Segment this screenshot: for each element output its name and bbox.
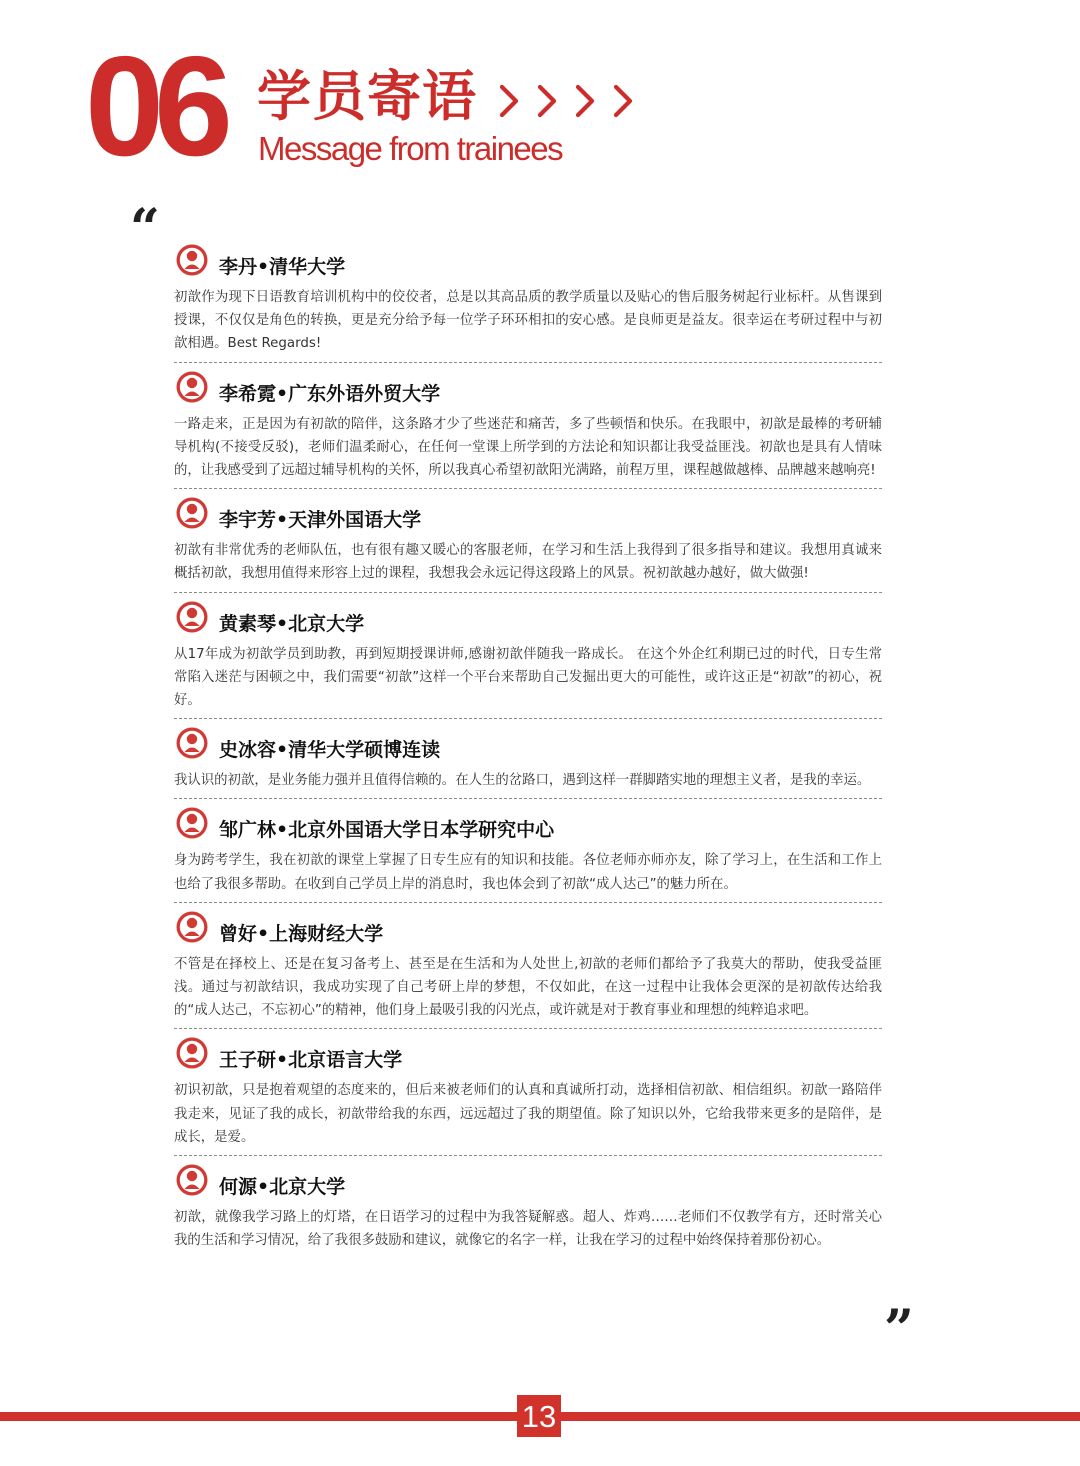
student-name: 史冰容•清华大学硕博连读 [219, 739, 441, 762]
testimonial-item [174, 807, 882, 902]
student-avatar-icon [176, 911, 208, 943]
testimonial-item [174, 1164, 882, 1258]
student-avatar-icon [176, 244, 208, 276]
page-header [85, 27, 705, 188]
student-name: 邹广林•北京外国语大学日本学研究中心 [219, 819, 555, 842]
student-name: 李宇芳•天津外国语大学 [219, 509, 422, 532]
testimonial-text: 从17年成为初歆学员到助教，再到短期授课讲师,感谢初歆伴随我一路成长。 在这个外企红利期已过的时代，日专生常常陷入迷茫与困顿之中，我们需要“初歆”这样一个平台来帮助自己发掘出更大的可能性，或许这正是“初歆”的初心，祝好。 [174, 646, 882, 709]
testimonial-item [174, 244, 882, 363]
testimonial-text: 一路走来，正是因为有初歆的陪伴，这条路才少了些迷茫和痛苦，多了些顿悟和快乐。在我眼中，初歆是最棒的考研辅导机构(不接受反驳)，老师们温柔耐心，在任何一堂课上所学到的方法论和知识都让我受益匪浅。初歆也是具有人情味的，让我感受到了远超过辅导机构的关怀，所以我真心希望初歆阳光满路，前程万里，课程越做越棒、品牌越来越响亮! [174, 416, 882, 479]
student-avatar-icon [176, 601, 208, 633]
student-avatar-icon [176, 807, 208, 839]
testimonial-text: 身为跨考学生，我在初歆的课堂上掌握了日专生应有的知识和技能。各位老师亦师亦友，除了学习上，在生活和工作上也给了我很多帮助。在收到自己学员上岸的消息时，我也体会到了初歆“成人达己”的魅力所在。 [174, 853, 882, 892]
page-number: 13 [517, 1395, 561, 1437]
testimonial-item [174, 911, 882, 1030]
close-quote-mark: ” [884, 1299, 914, 1360]
testimonial-item [174, 1037, 882, 1156]
student-avatar-icon [176, 371, 208, 403]
section-title-english: Message from trainees [258, 130, 563, 167]
student-avatar-icon [176, 1037, 208, 1069]
testimonial-item [174, 727, 882, 799]
student-name: 黄素琴•北京大学 [219, 612, 365, 635]
student-name: 曾好•上海财经大学 [219, 922, 384, 945]
testimonial-item [174, 497, 882, 592]
testimonial-text: 初识初歆，只是抱着观望的态度来的，但后来被老师们的认真和真诚所打动，选择相信初歆、相信组织。初歆一路陪伴我走来，见证了我的成长，初歆带给我的东西，远远超过了我的期望值。除了知识以外，它给我带来更多的是陪伴，是成长，是爱。 [174, 1083, 882, 1145]
student-avatar-icon [176, 497, 208, 529]
testimonial-item [174, 601, 882, 720]
section-number: 06 [85, 27, 223, 186]
testimonial-list [174, 244, 882, 1266]
student-avatar-icon [176, 727, 208, 759]
student-name: 何源•北京大学 [219, 1176, 346, 1199]
testimonial-text: 初歆，就像我学习路上的灯塔，在日语学习的过程中为我答疑解惑。超人、炸鸡……老师们不仅教学有方，还时常关心我的生活和学习情况，给了我很多鼓励和建议，就像它的名字一样，让我在学习的过程中始终保持着那份初心。 [174, 1210, 882, 1249]
student-name: 李丹•清华大学 [219, 256, 346, 278]
testimonial-text: 我认识的初歆，是业务能力强并且值得信赖的。在人生的岔路口，遇到这样一群脚踏实地的理想主义者，是我的幸运。 [174, 773, 871, 789]
section-title-chinese: 学员寄语 [257, 65, 477, 128]
chevron-right-icon [498, 82, 728, 122]
student-name: 李希霓•广东外语外贸大学 [219, 382, 441, 405]
testimonial-text: 初歆有非常优秀的老师队伍，也有很有趣又暖心的客服老师，在学习和生活上我得到了很多指导和建议。我想用真诚来概括初歆，我想用值得来形容上过的课程，我想我会永远记得这段路上的风景。祝初歆越办越好，做大做强! [174, 543, 882, 582]
student-name: 王子研•北京语言大学 [219, 1049, 403, 1072]
testimonial-item [174, 371, 882, 490]
student-avatar-icon [176, 1164, 208, 1196]
open-quote-mark: “ [130, 198, 160, 259]
testimonial-text: 不管是在择校上、还是在复习备考上、甚至是在生活和为人处世上,初歆的老师们都给予了我莫大的帮助，使我受益匪浅。通过与初歆结识，我成功实现了自己考研上岸的梦想，不仅如此，在这一过程中让我体会更深的是初歆传达给我的“成人达己，不忘初心”的精神，他们身上最吸引我的闪光点，或许就是对于教育事业和理想的纯粹追求吧。 [174, 956, 882, 1019]
testimonial-text: 初歆作为现下日语教育培训机构中的佼佼者，总是以其高品质的教学质量以及贴心的售后服务树起行业标杆。从售课到授课，不仅仅是角色的转换，更是充分给予每一位学子环环相扣的安心感。是良师更是益友。很幸运在考研过程中与初歆相遇。Best Regards! [174, 290, 882, 352]
